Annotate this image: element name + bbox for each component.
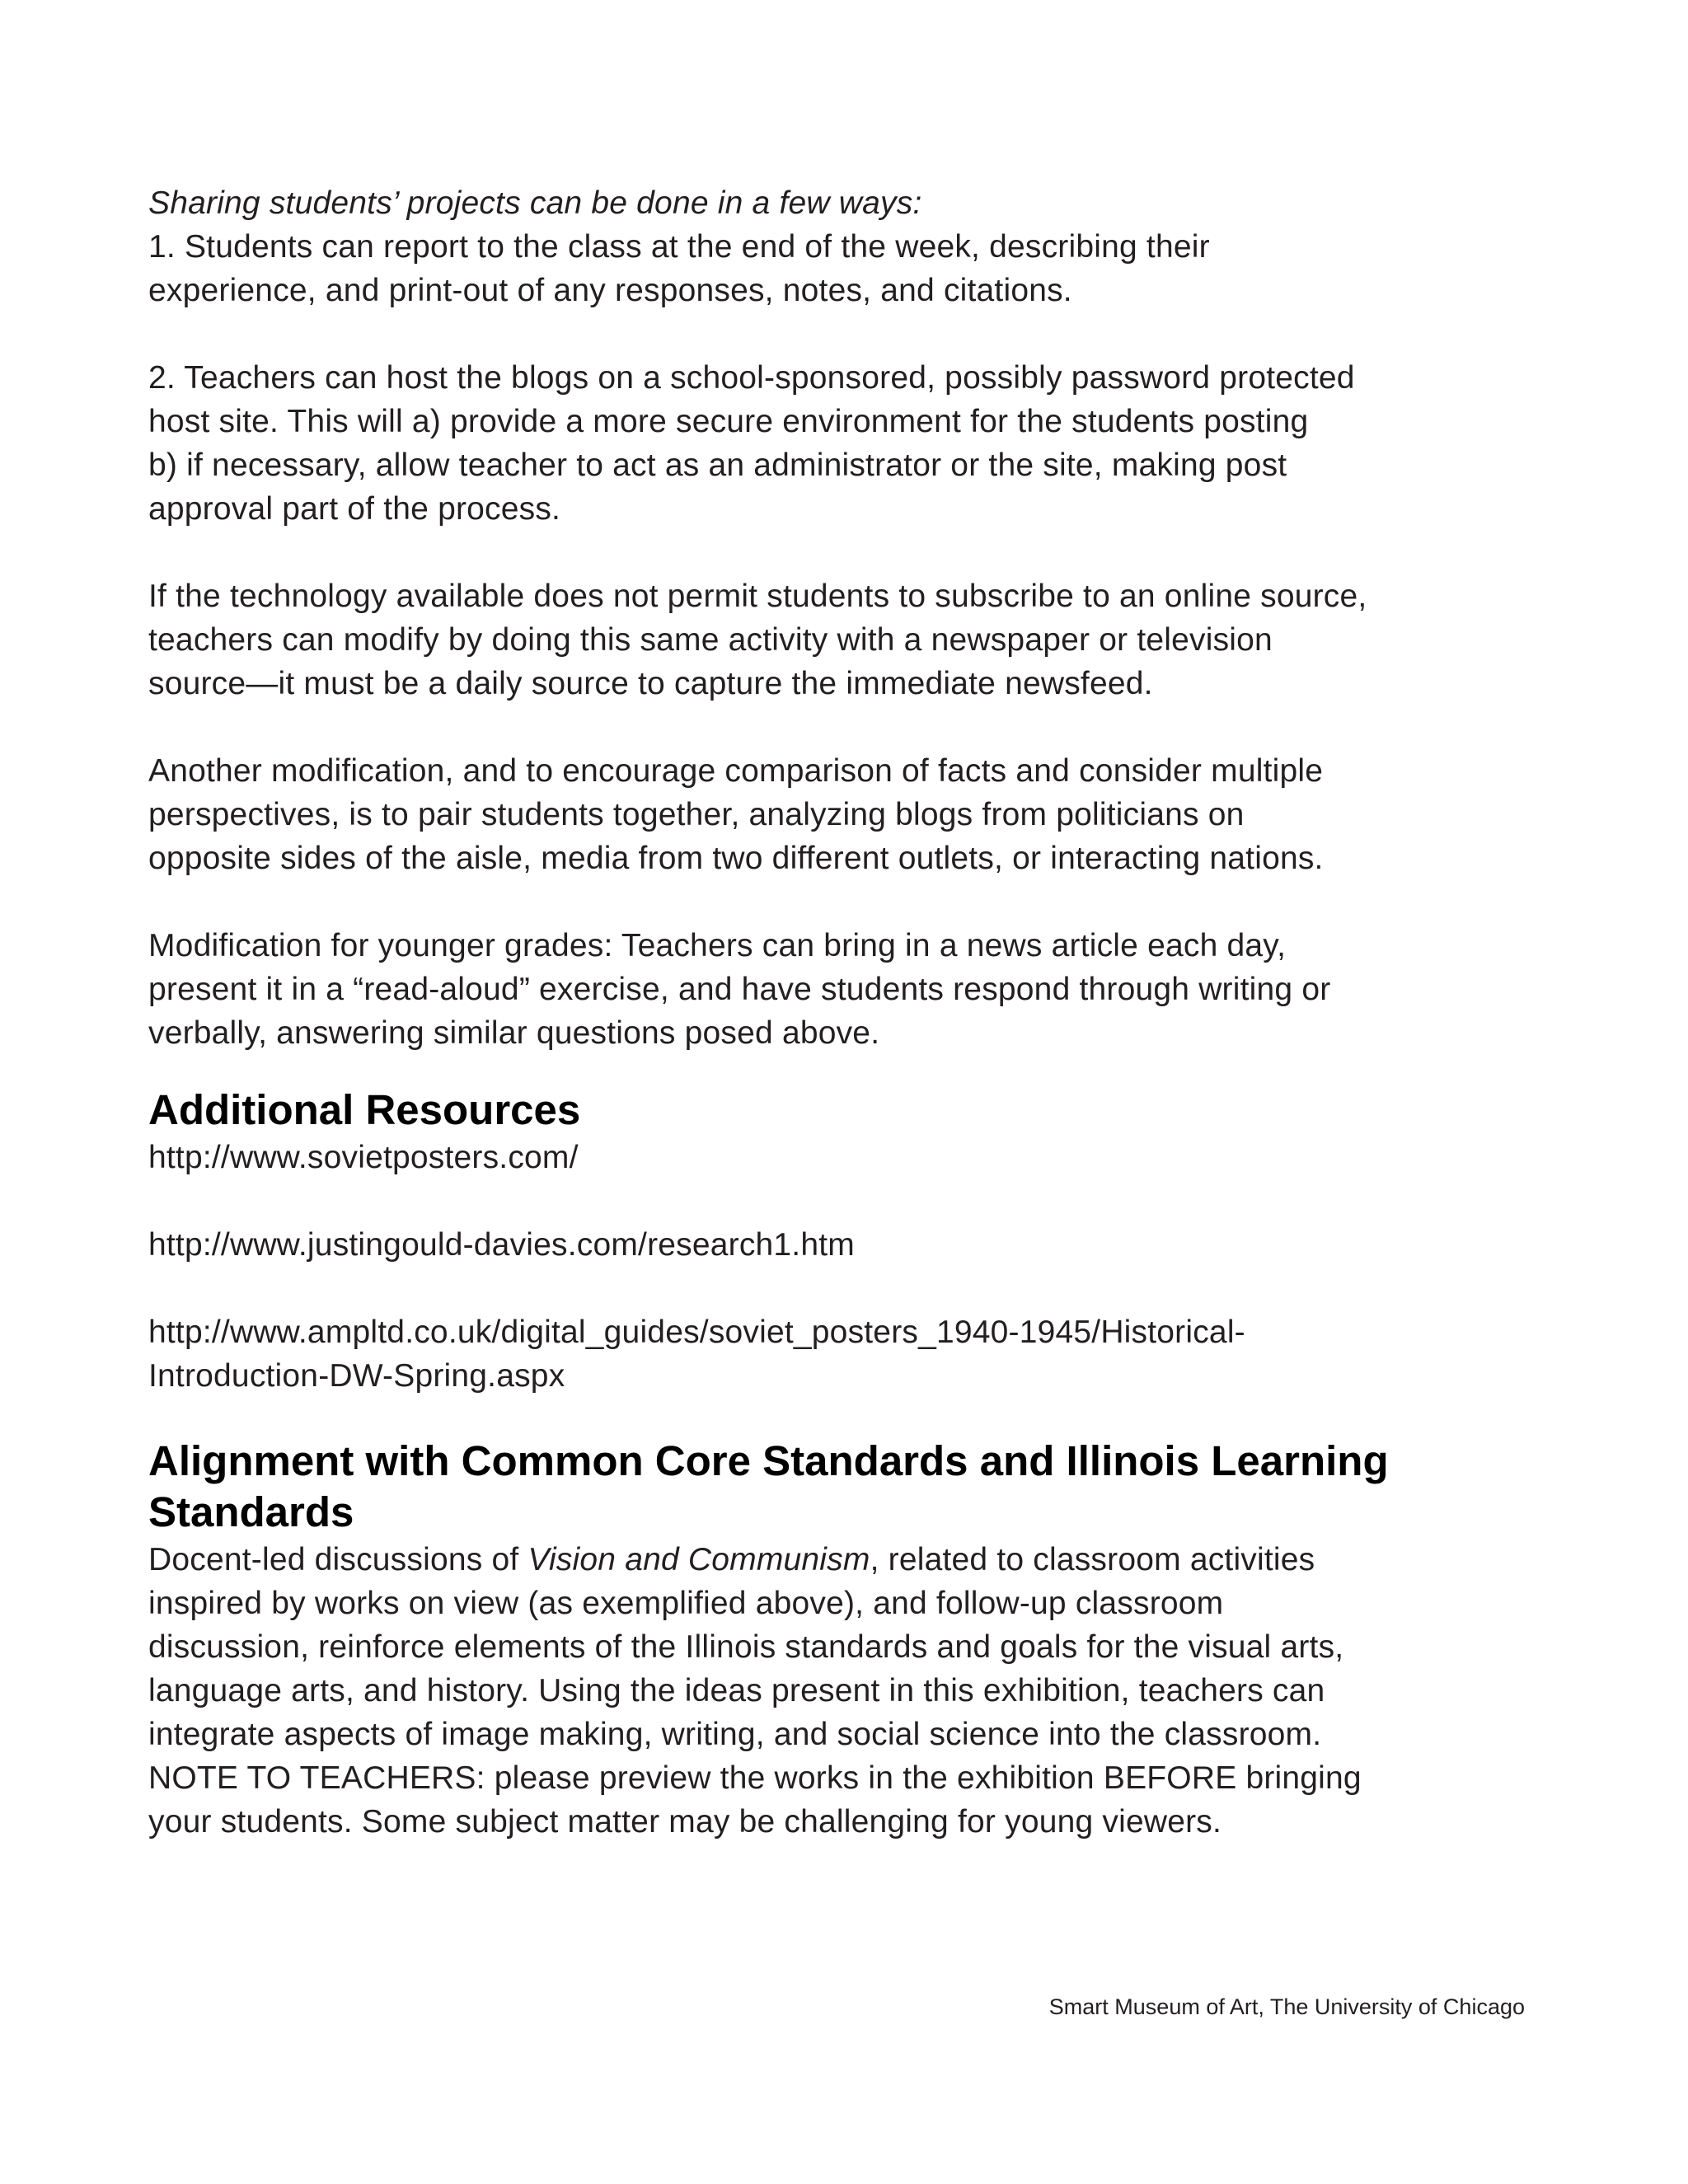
alignment-line: your students. Some subject matter may be challenging for young viewers. [148, 1804, 1222, 1840]
alignment-paragraph [148, 1538, 1550, 1844]
sharing-intro: Sharing students’ projects can be done in a few ways: [148, 185, 922, 221]
technology-line: If the technology available does not permit students to subscribe to an online source, [148, 579, 1367, 614]
sharing-item-2 [148, 356, 1550, 531]
paragraph-gap [148, 1179, 1550, 1223]
page-footer: Smart Museum of Art, The University of Chicago [1048, 1994, 1525, 2019]
sharing-item-1-line: 1. Students can report to the class at the end of the week, describing their [148, 229, 1210, 265]
pairing-line: opposite sides of the aisle, media from two different outlets, or interacting nations. [148, 841, 1324, 876]
younger-grades-paragraph [148, 924, 1550, 1055]
paragraph-gap [148, 880, 1550, 924]
alignment-line: NOTE TO TEACHERS: please preview the works in the exhibition BEFORE bringing [148, 1760, 1362, 1796]
sharing-item-2-line: b) if necessary, allow teacher to act as an administrator or the site, making post [148, 448, 1287, 483]
sharing-item-2-line: host site. This will a) provide a more secure environment for the students posting [148, 404, 1309, 439]
pairing-modification-paragraph [148, 749, 1550, 880]
resource-link[interactable] [148, 1223, 1550, 1267]
resource-link[interactable] [148, 1136, 1550, 1179]
sharing-paragraph [148, 181, 1550, 312]
alignment-line: language arts, and history. Using the ideas present in this exhibition, teachers can [148, 1673, 1325, 1708]
younger-grades-line: verbally, answering similar questions posed above. [148, 1015, 880, 1051]
paragraph-gap [148, 705, 1550, 749]
pairing-line: Another modification, and to encourage comparison of facts and consider multiple [148, 753, 1324, 789]
resource-link-text[interactable]: http://www.ampltd.co.uk/digital_guides/soviet_posters_1940-1945/Historical- [148, 1315, 1245, 1350]
paragraph-gap [148, 1267, 1550, 1310]
paragraph-gap [148, 531, 1550, 574]
resource-link-text[interactable]: http://www.justingould-davies.com/research1.htm [148, 1227, 855, 1263]
technology-line: source—it must be a daily source to capture the immediate newsfeed. [148, 666, 1153, 701]
alignment-heading-line: Alignment with Common Core Standards and Illinois Learning [148, 1437, 1389, 1484]
technology-modification-paragraph [148, 574, 1550, 705]
paragraph-gap [148, 312, 1550, 356]
alignment-line: inspired by works on view (as exemplified above), and follow-up classroom [148, 1586, 1224, 1621]
alignment-heading [148, 1436, 1550, 1538]
additional-resources-heading: Additional Resources [148, 1086, 581, 1133]
alignment-suffix: , related to classroom activities [870, 1542, 1315, 1577]
technology-line: teachers can modify by doing this same activity with a newspaper or television [148, 622, 1273, 658]
resource-link-text[interactable]: Introduction-DW-Spring.aspx [148, 1358, 565, 1394]
alignment-line: discussion, reinforce elements of the Illinois standards and goals for the visual arts, [148, 1629, 1344, 1665]
sharing-item-1-line: experience, and print-out of any responses, notes, and citations. [148, 273, 1072, 308]
sharing-item-2-line: 2. Teachers can host the blogs on a school-sponsored, possibly password protected [148, 360, 1355, 396]
resource-link[interactable] [148, 1310, 1550, 1398]
younger-grades-line: Modification for younger grades: Teachers can bring in a news article each day, [148, 928, 1287, 963]
sharing-item-2-line: approval part of the process. [148, 491, 561, 527]
alignment-prefix: Docent-led discussions of [148, 1542, 528, 1577]
alignment-first-line [148, 1538, 1550, 1582]
exhibition-title: Vision and Communism [528, 1542, 870, 1577]
resource-link-text[interactable]: http://www.sovietposters.com/ [148, 1140, 579, 1175]
document-page [148, 181, 1550, 1844]
alignment-heading-line: Standards [148, 1488, 354, 1535]
pairing-line: perspectives, is to pair students together, analyzing blogs from politicians on [148, 797, 1245, 832]
alignment-line: integrate aspects of image making, writing, and social science into the classroom. [148, 1717, 1322, 1752]
younger-grades-line: present it in a “read-aloud” exercise, and have students respond through writing or [148, 972, 1331, 1007]
